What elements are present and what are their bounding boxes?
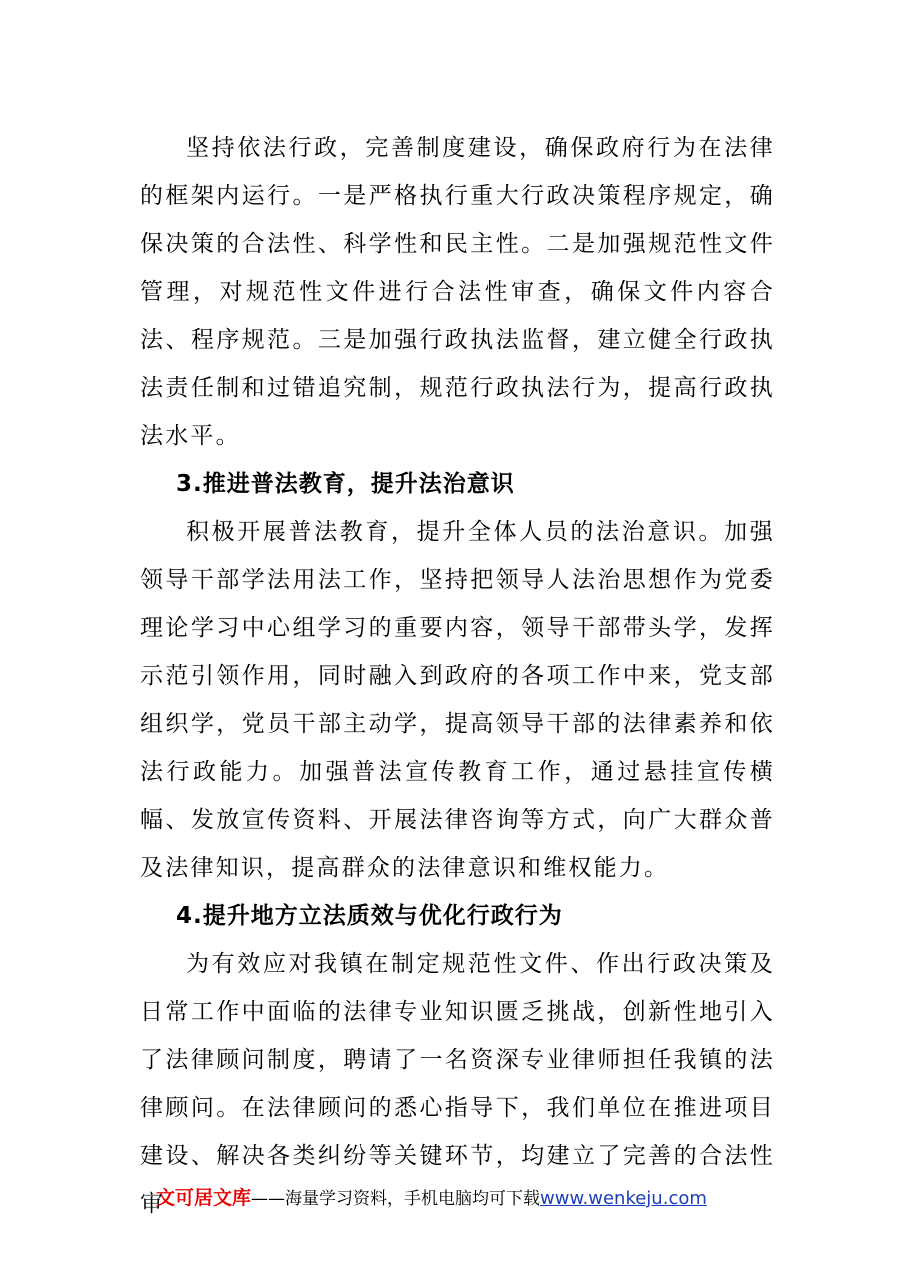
section-heading: 4.提升地方立法质效与优化行政行为 [176,903,563,929]
document-body [140,124,775,1228]
section-heading: 3.推进普法教育，提升法治意识 [176,471,515,497]
paragraph-body: 积极开展普法教育，提升全体人员的法治意识。加强领导干部学法用法工作，坚持把领导人法治思想作为党委理论学习中心组学习的重要内容，领导干部带头学，发挥示范引领作用，同时融入到政府的各项工作中来，党支部组织学，党员干部主动学，提高领导干部的法律素养和依法行政能力。加强普法宣传教育工作，通过悬挂宣传横幅、发放宣传资料、开展法律咨询等方式，向广大群众普及法律知识，提高群众的法律意识和维权能力。 [140,519,775,881]
footer-brand: 文可居文库 [156,1187,252,1209]
paragraph-body: 坚持依法行政，完善制度建设，确保政府行为在法律的框架内运行。一是严格执行重大行政决策程序规定，确保决策的合法性、科学性和民主性。二是加强规范性文件管理，对规范性文件进行合法性审查，确保文件内容合法、程序规范。三是加强行政执法监督，建立健全行政执法责任制和过错追究制，规范行政执法行为，提高行政执法水平。 [140,135,775,449]
footer-slogan: ——海量学习资料，手机电脑均可下载 [251,1189,541,1209]
footer-website-link[interactable]: www.wenkeju.com [540,1188,707,1209]
page-footer [156,1183,796,1213]
paragraph-body: 为有效应对我镇在制定规范性文件、作出行政决策及日常工作中面临的法律专业知识匮乏挑战，创新性地引入了法律顾问制度，聘请了一名资深专业律师担任我镇的法律顾问。在法律顾问的悉心指导下，我们单位在推进项目建设、解决各类纠纷等关键环节，均建立了完善的合法性审 [140,951,775,1217]
